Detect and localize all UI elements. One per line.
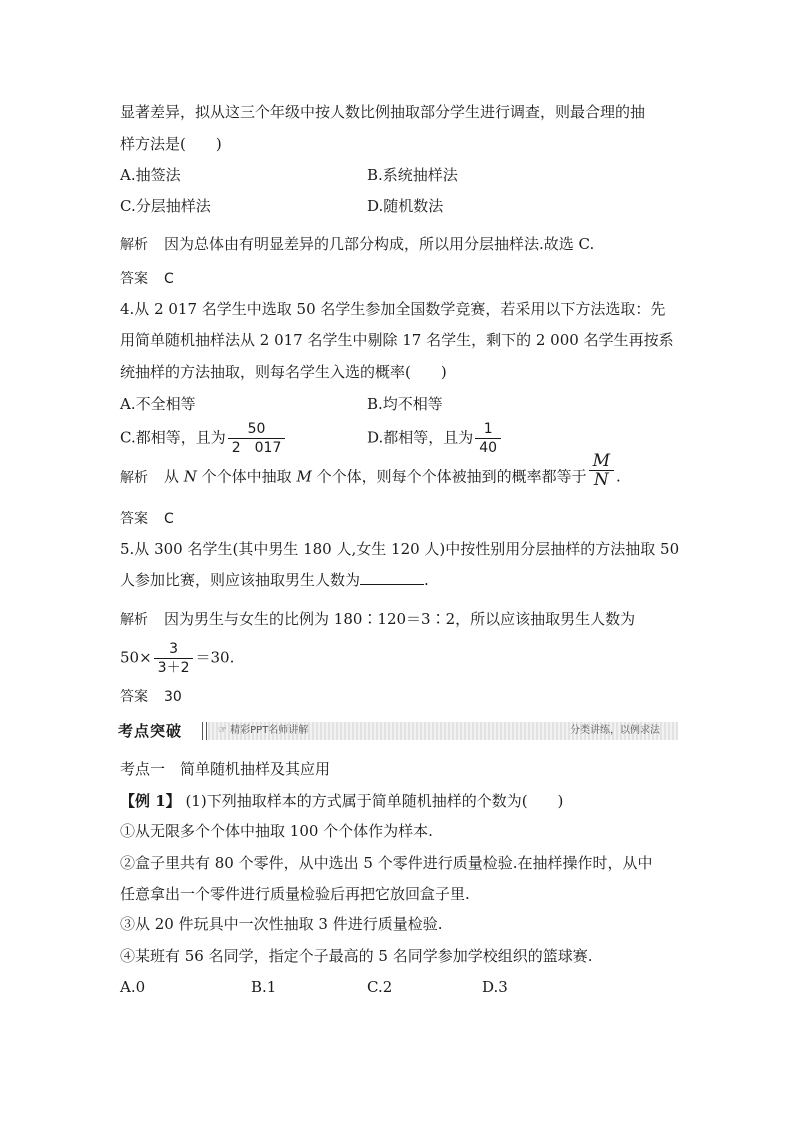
var-n: N	[183, 467, 197, 486]
analysis-label: 解析	[120, 469, 148, 486]
fraction-numerator: 1	[483, 421, 493, 437]
banner-right-text: 分类讲练，以例求法	[570, 725, 660, 736]
example-label: 【例 1】	[120, 792, 181, 810]
fraction	[589, 452, 614, 489]
q5-calculation	[120, 640, 234, 677]
q4-answer	[120, 508, 174, 529]
q3-option-c: C.分层抽样法	[120, 197, 211, 215]
q4-option-d	[367, 420, 503, 457]
analysis-text: 因为男生与女生的比例为 180∶120＝3∶2，所以应该抽取男生人数为	[164, 610, 636, 628]
section-heading: 考点一 简单随机抽样及其应用	[120, 760, 331, 778]
q4-option-b: B.均不相等	[367, 395, 443, 413]
q4-option-a: A.不全相等	[120, 395, 196, 413]
analysis-text: 因为总体由有明显差异的几部分构成，所以用分层抽样法.故选 C.	[164, 235, 595, 253]
fraction	[154, 640, 194, 677]
q3-option-a: A.抽签法	[120, 166, 181, 184]
fraction-denominator: 3＋2	[154, 658, 194, 677]
q3-stem-line1: 显著差异，拟从这三个年级中按人数比例抽取部分学生进行调查，则最合理的抽	[120, 103, 646, 121]
example-item-2-line1: ②盒子里共有 80 个零件，从中选出 5 个零件进行质量检验.在抽样操作时，从中	[120, 854, 653, 872]
example-item-4: ④某班有 56 名同学，指定个子最高的 5 名同学参加学校组织的篮球赛.	[120, 947, 593, 965]
q5-stem-end: .	[424, 571, 429, 589]
analysis-text-a: 从	[164, 467, 184, 486]
example-option-d: D.3	[482, 978, 508, 996]
q3-answer	[120, 268, 174, 289]
q5-stem-text: 人参加比赛，则应该抽取男生人数为	[120, 571, 361, 589]
answer-label: 答案	[120, 511, 148, 527]
q4-option-c-text: C.都相等，且为	[120, 428, 226, 447]
answer-blank	[360, 570, 424, 585]
analysis-label: 解析	[120, 237, 148, 253]
var-m: M	[296, 467, 312, 486]
fraction-denominator: N	[589, 470, 614, 489]
q5-analysis	[120, 609, 635, 630]
fraction-denominator: 2 017	[228, 438, 286, 457]
q3-analysis	[120, 234, 594, 255]
banner-title: 考点突破	[118, 720, 202, 742]
answer-value: C	[164, 511, 174, 527]
fraction-numerator: 3	[169, 641, 179, 657]
q4-option-c	[120, 420, 287, 457]
q4-analysis	[120, 451, 621, 490]
fraction	[228, 420, 286, 457]
example-item-1: ①从无限多个个体中抽取 100 个个体作为样本.	[120, 822, 433, 840]
example-item-2-line2: 任意拿出一个零件进行质量检验后再把它放回盒子里.	[120, 885, 470, 903]
example-item-3: ③从 20 件玩具中一次性抽取 3 件进行质量检验.	[120, 915, 443, 933]
banner-separator	[202, 722, 207, 740]
example-option-c: C.2	[367, 978, 393, 996]
q4-stem-line2: 用简单随机抽样法从 2 017 名学生中剔除 17 名学生，剩下的 2 000 名学生再按系	[120, 331, 674, 349]
q5-stem-line2	[120, 570, 429, 590]
example-option-a: A.0	[120, 978, 146, 996]
banner-subtitle: ☞ 精彩PPT名师讲解	[218, 725, 309, 736]
calc-prefix: 50×	[120, 648, 152, 667]
q3-option-b: B.系统抽样法	[367, 166, 458, 184]
example-text: (1)下列抽取样本的方式属于简单随机抽样的个数为( )	[180, 792, 564, 810]
analysis-text-c: 个个体，则每个个体被抽到的概率都等于	[311, 467, 587, 486]
fraction-denominator: 40	[475, 438, 501, 457]
q3-stem-line2: 样方法是( )	[120, 135, 222, 153]
q5-stem-line1: 5.从 300 名学生(其中男生 180 人,女生 120 人)中按性别用分层抽样的方法抽取 50	[120, 540, 680, 558]
calc-suffix: ＝30.	[195, 648, 235, 667]
fraction-numerator: M	[592, 451, 611, 471]
answer-label: 答案	[120, 271, 148, 287]
analysis-text-b: 个个体中抽取	[196, 467, 297, 486]
q5-answer	[120, 686, 182, 707]
answer-value: 30	[164, 689, 182, 705]
answer-label: 答案	[120, 689, 148, 705]
analysis-label: 解析	[120, 612, 148, 628]
q3-option-d: D.随机数法	[367, 197, 444, 215]
section-banner	[118, 720, 678, 742]
fraction	[475, 420, 501, 457]
analysis-period: .	[616, 467, 621, 486]
example-stem	[120, 791, 563, 811]
answer-value: C	[164, 271, 174, 287]
q4-stem-line3: 统抽样的方法抽取，则每名学生入选的概率( )	[120, 363, 447, 381]
example-option-b: B.1	[251, 978, 277, 996]
q4-option-d-text: D.都相等，且为	[367, 428, 474, 447]
q4-stem-line1: 4.从 2 017 名学生中选取 50 名学生参加全国数学竞赛，若采用以下方法选取：先	[120, 300, 666, 318]
fraction-numerator: 50	[247, 421, 266, 437]
